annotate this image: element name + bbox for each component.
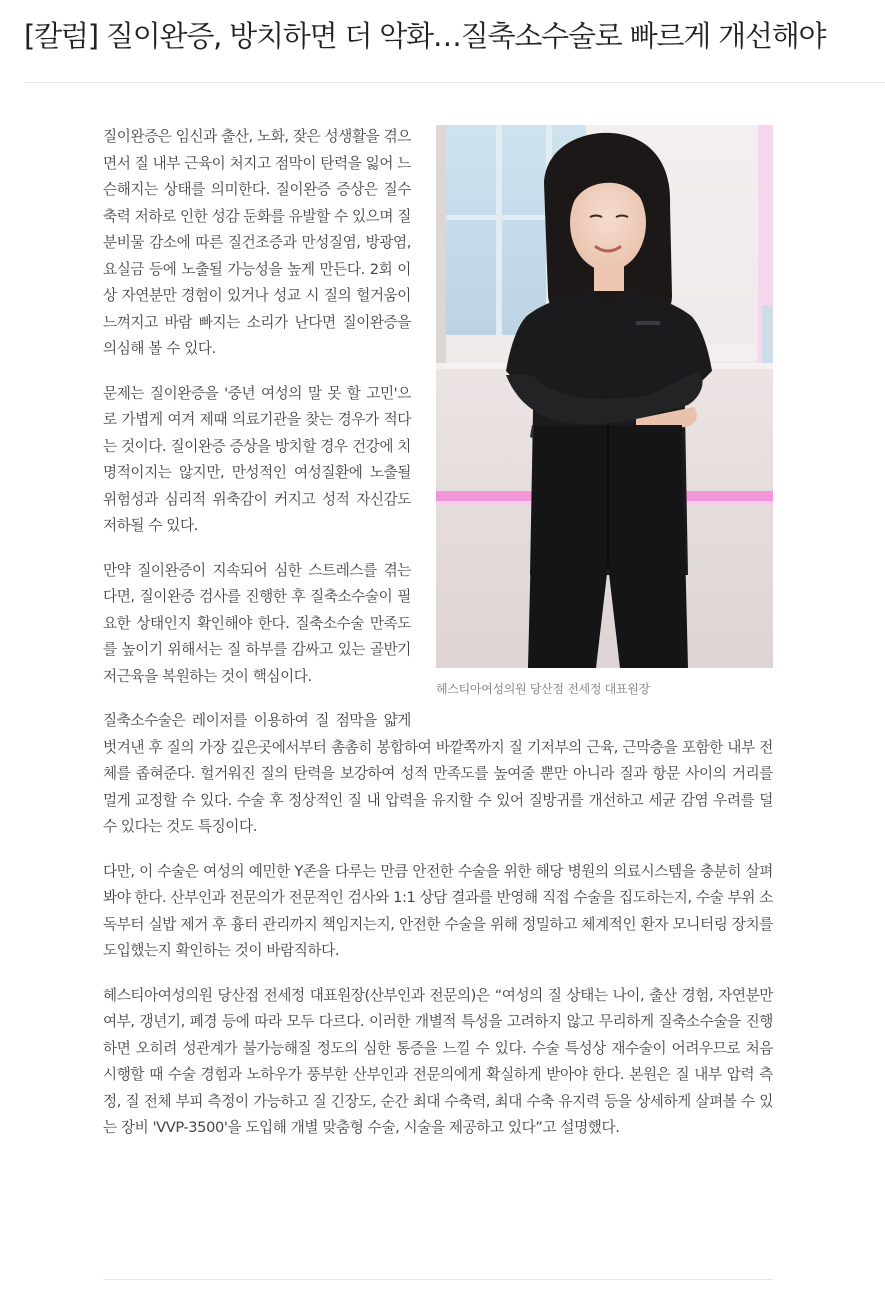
paragraph-1: 질이완증은 임신과 출산, 노화, 잦은 성생활을 겪으면서 질 내부 근육이 처지고 점막이 탄력을 잃어 느슨해지는 상태를 의미한다. 질이완증 증상은 질수축력 저하로 인한 성감 둔화를 유발할 수 있으며 질분비물 감소에 따른 질건조증과 만성질염, 방광염, 요실금 등에 노출될 가능성을 높게 만든다. 2회 이상 자연분만 경험이 있거나 성교 시 질의 헐거움이 느껴지고 바람 빠지는 소리가 난다면 질이완증을 의심해 볼 수 있다. — [103, 128, 411, 357]
article-headline: [칼럼] 질이완증, 방치하면 더 악화…질축소수술로 빠르게 개선해야 — [24, 19, 826, 53]
article-body — [103, 124, 773, 1160]
headline-divider — [24, 82, 885, 83]
paragraph-4: 질축소수술은 레이저를 이용하여 질 점막을 얇게 벗겨낸 후 질의 가장 깊은곳에서부터 촘촘히 봉합하여 바깥쪽까지 질 기저부의 근육, 근막층을 포함한 내부 전체를 좁혀준다. 헐거워진 질의 탄력을 보강하여 성적 만족도를 높여줄 뿐만 아니라 질과 항문 사이의 거리를 멀게 교정할 수 있다. 수술 후 정상적인 질 내 압력을 유지할 수 있어 질방귀를 개선하고 세균 감염 우려를 덜 수 있다는 것도 특징이다. — [103, 712, 773, 835]
paragraph-6: 헤스티아여성의원 당산점 전세정 대표원장(산부인과 전문의)은 “여성의 질 상태는 나이, 출산 경험, 자연분만 여부, 갱년기, 폐경 등에 따라 모두 다르다. 이러한 개별적 특성을 고려하지 않고 무리하게 질축소수술을 진행하면 오히려 성관계가 불가능해질 정도의 심한 통증을 느낄 수 있다. 수술 특성상 재수술이 어려우므로 처음 시행할 때 수술 경험과 노하우가 풍부한 산부인과 전문의에게 확실하게 받아야 한다. 본원은 질 내부 압력 측정, 질 전체 부피 측정이 가능하고 질 긴장도, 순간 최대 수축력, 최대 수축 유지력 등을 상세하게 살펴볼 수 있는 장비 'VVP-3500'을 도입해 개별 맞춤형 수술, 시술을 제공하고 있다”고 설명했다. — [103, 986, 773, 1136]
paragraph-3: 만약 질이완증이 지속되어 심한 스트레스를 겪는다면, 질이완증 검사를 진행한 후 질축소수술이 필요한 상태인지 확인해야 한다. 질축소수술 만족도를 높이기 위해서는 질 하부를 감싸고 있는 골반기저근육을 복원하는 것이 핵심이다. — [103, 561, 411, 685]
doctor-photo[interactable] — [436, 125, 773, 668]
paragraph-2: 문제는 질이완증을 '중년 여성의 말 못 할 고민'으로 가볍게 여겨 제때 의료기관을 찾는 경우가 적다는 것이다. 질이완증 증상을 방치할 경우 건강에 치명적이지는 않지만, 만성적인 여성질환에 노출될 위험성과 심리적 위축감이 커지고 성적 자신감도 저하될 수 있다. — [103, 384, 411, 534]
article-end-divider — [103, 1279, 773, 1280]
article-figure — [436, 125, 773, 698]
paragraph-5: 다만, 이 수술은 여성의 예민한 Y존을 다루는 만큼 안전한 수술을 위한 해당 병원의 의료시스템을 충분히 살펴봐야 한다. 산부인과 전문의가 전문적인 검사와 1:1 상담 결과를 반영해 직접 수술을 집도하는지, 수술 부위 소독부터 실밥 제거 후 흉터 관리까지 책임지는지, 안전한 수술을 위해 정밀하고 체계적인 환자 모니터링 장치를 도입했는지 확인하는 것이 바람직하다. — [103, 862, 773, 959]
figure-caption: 헤스티아여성의원 당산점 전세정 대표원장 — [436, 682, 650, 696]
